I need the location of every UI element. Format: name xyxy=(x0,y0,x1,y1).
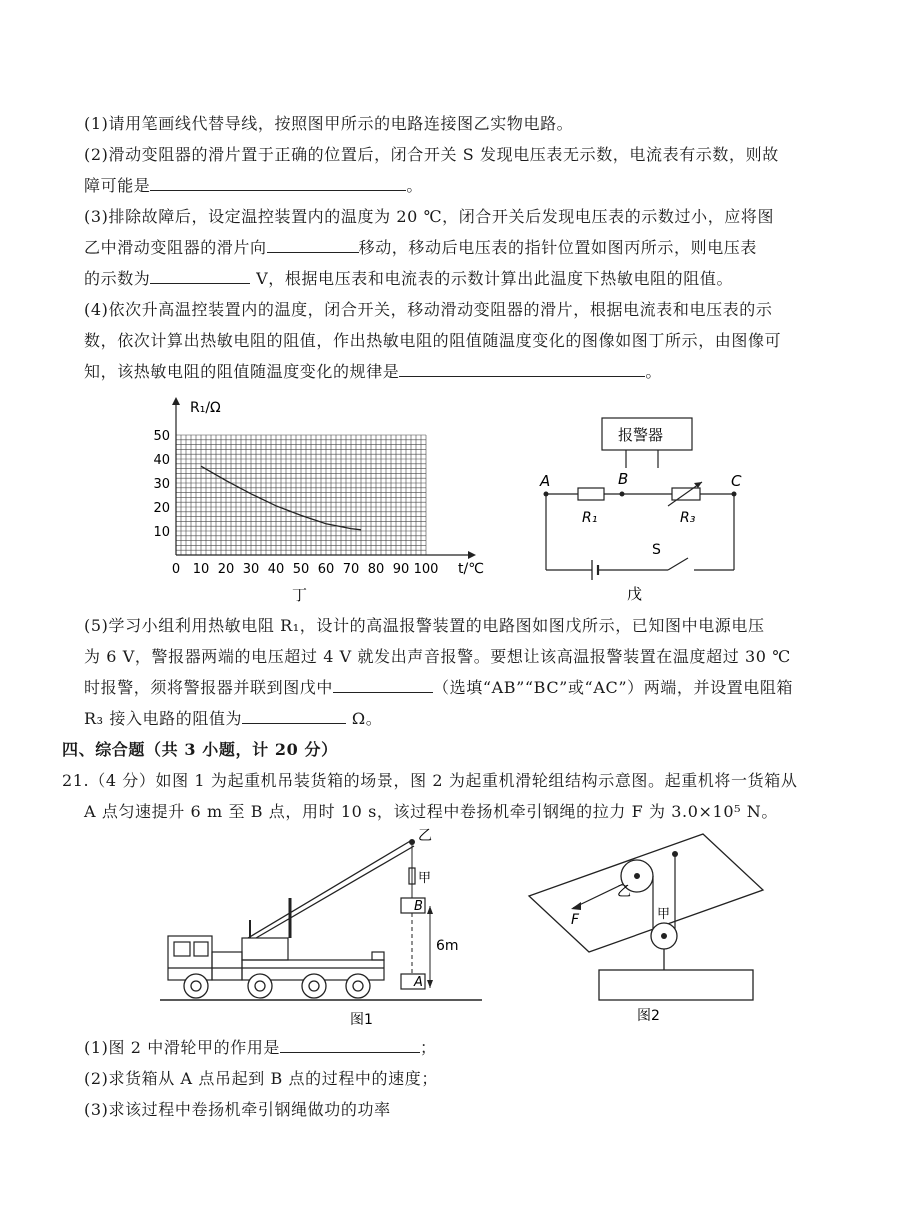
label-yi: 乙 xyxy=(617,884,631,900)
figure2-caption: 图2 xyxy=(637,1008,660,1024)
switch-blade xyxy=(668,558,688,570)
cab-window xyxy=(194,942,208,956)
x-tick-label: 50 xyxy=(292,562,310,577)
y-tick-label: 20 xyxy=(153,501,170,516)
x-axis-arrow xyxy=(468,551,476,559)
q21-part3: (3)求该过程中卷扬机牵引钢绳做功的功率 xyxy=(84,1100,391,1119)
node-a-label: A xyxy=(540,472,551,490)
answer-blank[interactable] xyxy=(267,235,359,253)
q20-part2-line1: (2)滑动变阻器的滑片置于正确的位置后，闭合开关 S 发现电压表无示数，电流表有示数，则故 xyxy=(84,145,779,164)
x-tick-label: 80 xyxy=(367,562,385,577)
load-block xyxy=(599,970,753,1000)
q21-stem-line2: A 点匀速提升 6 m 至 B 点，用时 10 s，该过程中卷扬机牵引钢绳的拉力 F 为 3.0×10⁵ N。 xyxy=(84,802,778,821)
alarm-circuit-diagram xyxy=(530,410,760,605)
y-tick-label: 50 xyxy=(153,429,170,444)
q20-part4-line1: (4)依次升高温控装置内的温度，闭合开关，移动滑动变阻器的滑片，根据电流表和电压表的示 xyxy=(84,300,773,319)
answer-blank[interactable] xyxy=(399,359,645,377)
q20-part3-line3: 的示数为 V，根据电压表和电流表的示数计算出此温度下热敏电阻的阻值。 xyxy=(84,263,819,294)
label-point-a: A xyxy=(414,975,423,990)
circuit-caption: 戊 xyxy=(627,585,643,603)
truck-body xyxy=(168,936,384,980)
q20-part5-line4: R₃ 接入电路的阻值为 Ω。 xyxy=(84,703,819,734)
node-c-label: C xyxy=(731,472,742,490)
q20-part3-line1: (3)排除故障后，设定温控装置内的温度为 20 ℃，闭合开关后发现电压表的示数过小，应将图 xyxy=(84,207,775,226)
pulley-jia-axle xyxy=(661,933,667,939)
x-tick-label: 90 xyxy=(392,562,410,577)
answer-blank[interactable] xyxy=(150,266,250,284)
q20-part4-line3: 知，该热敏电阻的阻值随温度变化的规律是 。 xyxy=(84,356,819,387)
x-tick-label: 20 xyxy=(217,562,235,577)
r3-label: R₃ xyxy=(680,510,696,526)
x-tick-label: 60 xyxy=(317,562,335,577)
rear-block xyxy=(372,952,384,960)
label-height: 6m xyxy=(436,938,459,954)
chart-caption: 丁 xyxy=(292,586,308,604)
q21-part2: (2)求货箱从 A 点吊起到 B 点的过程中的速度； xyxy=(84,1069,438,1088)
pulley-structure-figure xyxy=(525,826,815,1031)
x-tick-label: 10 xyxy=(192,562,210,577)
r1-label: R₁ xyxy=(582,510,598,526)
label-point-b: B xyxy=(414,899,423,914)
pulley-yi-axle xyxy=(634,873,640,879)
q21-part1: (1)图 2 中滑轮甲的作用是 ； xyxy=(84,1032,819,1063)
boom-plate xyxy=(529,834,763,952)
dimension-arrowhead xyxy=(427,980,433,988)
x-tick-label: 100 xyxy=(413,562,439,577)
section-heading: 四、综合题（共 3 小题，计 20 分） xyxy=(62,740,338,759)
q20-part2-line2: 障可能是 。 xyxy=(84,170,819,201)
resistance-temperature-chart xyxy=(140,395,500,607)
figure1-caption: 图1 xyxy=(350,1012,373,1028)
switch-label: S xyxy=(652,542,661,558)
y-tick-label: 30 xyxy=(153,477,170,492)
crane-figure xyxy=(160,826,490,1031)
x-axis-label: t/℃ xyxy=(458,561,484,577)
x-tick-label: 0 xyxy=(171,562,181,577)
q21-stem-line1: 21.（4 分）如图 1 为起重机吊装货箱的场景，图 2 为起重机滑轮组结构示意图。起重机将一货箱从 xyxy=(62,771,798,790)
q20-part4-line2: 数，依次计算出热敏电阻的阻值，作出热敏电阻的阻值随温度变化的图像如图丁所示，由图像可 xyxy=(84,331,782,350)
node-b-dot xyxy=(620,492,625,497)
q20-part5-line3: 时报警，须将警报器并联到图戊中 （选填“AB”“BC”或“AC”）两端，并设置电阻箱 xyxy=(84,672,819,703)
resistor-box-r3 xyxy=(672,488,700,500)
alarm-label: 报警器 xyxy=(618,426,664,444)
x-tick-label: 70 xyxy=(342,562,360,577)
label-yi: 乙 xyxy=(418,828,432,844)
answer-blank[interactable] xyxy=(242,706,346,724)
dimension-arrowhead xyxy=(427,906,433,914)
q20-part3-line2: 乙中滑动变阻器的滑片向 移动，移动后电压表的指针位置如图丙所示，则电压表 xyxy=(84,232,819,263)
answer-blank[interactable] xyxy=(150,173,406,191)
y-tick-label: 10 xyxy=(153,525,170,540)
node-b-label: B xyxy=(618,470,629,488)
q20-part1: (1)请用笔画线代替导线，按照图甲所示的电路连接图乙实物电路。 xyxy=(84,114,574,133)
label-force: F xyxy=(571,912,580,928)
x-tick-label: 40 xyxy=(267,562,285,577)
crane-boom xyxy=(248,840,414,938)
resistor-r1 xyxy=(578,488,604,500)
y-tick-label: 40 xyxy=(153,453,170,468)
y-axis-arrow xyxy=(172,397,180,405)
y-axis-label: R₁/Ω xyxy=(190,400,221,416)
label-jia: 甲 xyxy=(418,871,432,886)
crane-turret xyxy=(242,938,288,960)
chart-grid xyxy=(176,435,426,555)
q20-part5-line1: (5)学习小组利用热敏电阻 R₁，设计的高温报警装置的电路图如图戊所示，已知图中电源电压 xyxy=(84,616,765,635)
answer-blank[interactable] xyxy=(333,675,433,693)
truck-engine xyxy=(212,952,242,980)
force-arrowhead xyxy=(571,902,581,910)
q20-part5-line2: 为 6 V，警报器两端的电压超过 4 V 就发出声音报警。要想让该高温报警装置在温度超过 30 ℃ xyxy=(84,647,791,666)
x-tick-label: 30 xyxy=(242,562,260,577)
label-jia: 甲 xyxy=(657,907,671,922)
cab-window xyxy=(174,942,190,956)
answer-blank[interactable] xyxy=(280,1035,420,1053)
